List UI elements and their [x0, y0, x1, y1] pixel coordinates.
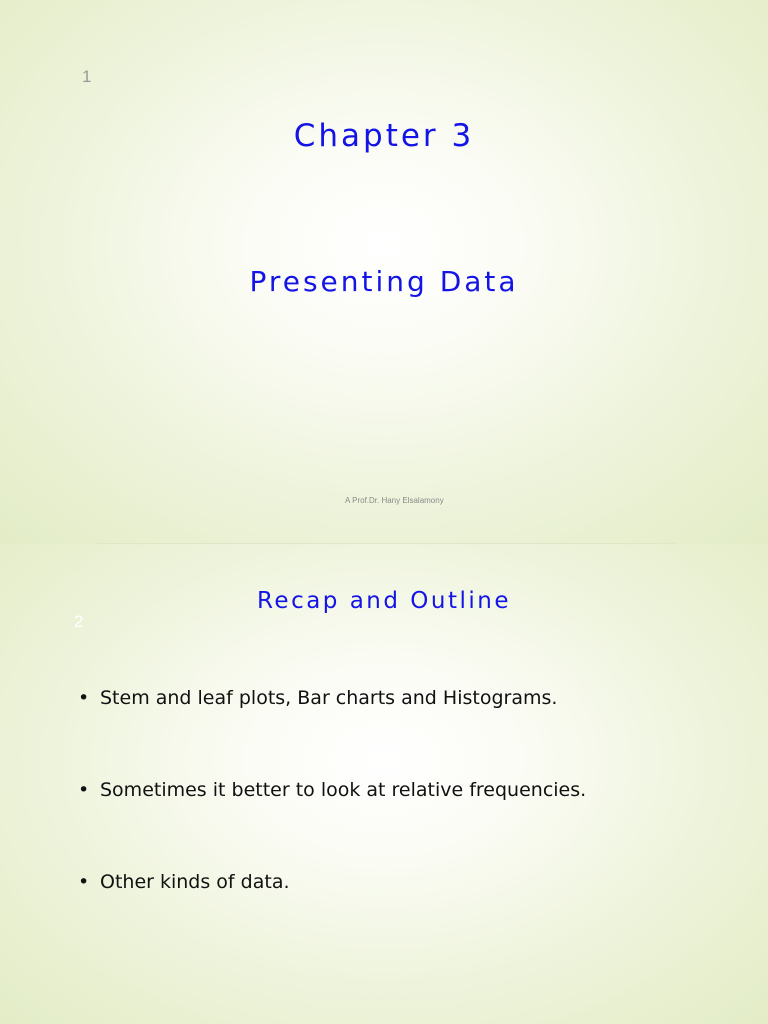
- bullet-icon: •: [78, 687, 90, 709]
- author-footer: A Prof.Dr. Hany Elsalamony: [345, 496, 444, 505]
- bullet-text: Other kinds of data.: [100, 871, 290, 893]
- bullet-text: Stem and leaf plots, Bar charts and Histograms.: [100, 687, 558, 709]
- bullet-text: Sometimes it better to look at relative frequencies.: [100, 779, 587, 801]
- slide-2: [0, 544, 768, 1024]
- slide-number: 1: [82, 67, 92, 86]
- slide-title: Recap and Outline: [256, 588, 512, 614]
- list-item: [78, 868, 586, 960]
- slide-number: 2: [74, 612, 84, 631]
- bullet-icon: •: [78, 779, 90, 801]
- chapter-title: Chapter 3: [293, 118, 475, 154]
- bullet-list: [78, 684, 586, 960]
- bullet-icon: •: [78, 871, 90, 893]
- slide-subtitle: Presenting Data: [249, 265, 519, 298]
- list-item: [78, 776, 586, 868]
- list-item: [78, 684, 586, 776]
